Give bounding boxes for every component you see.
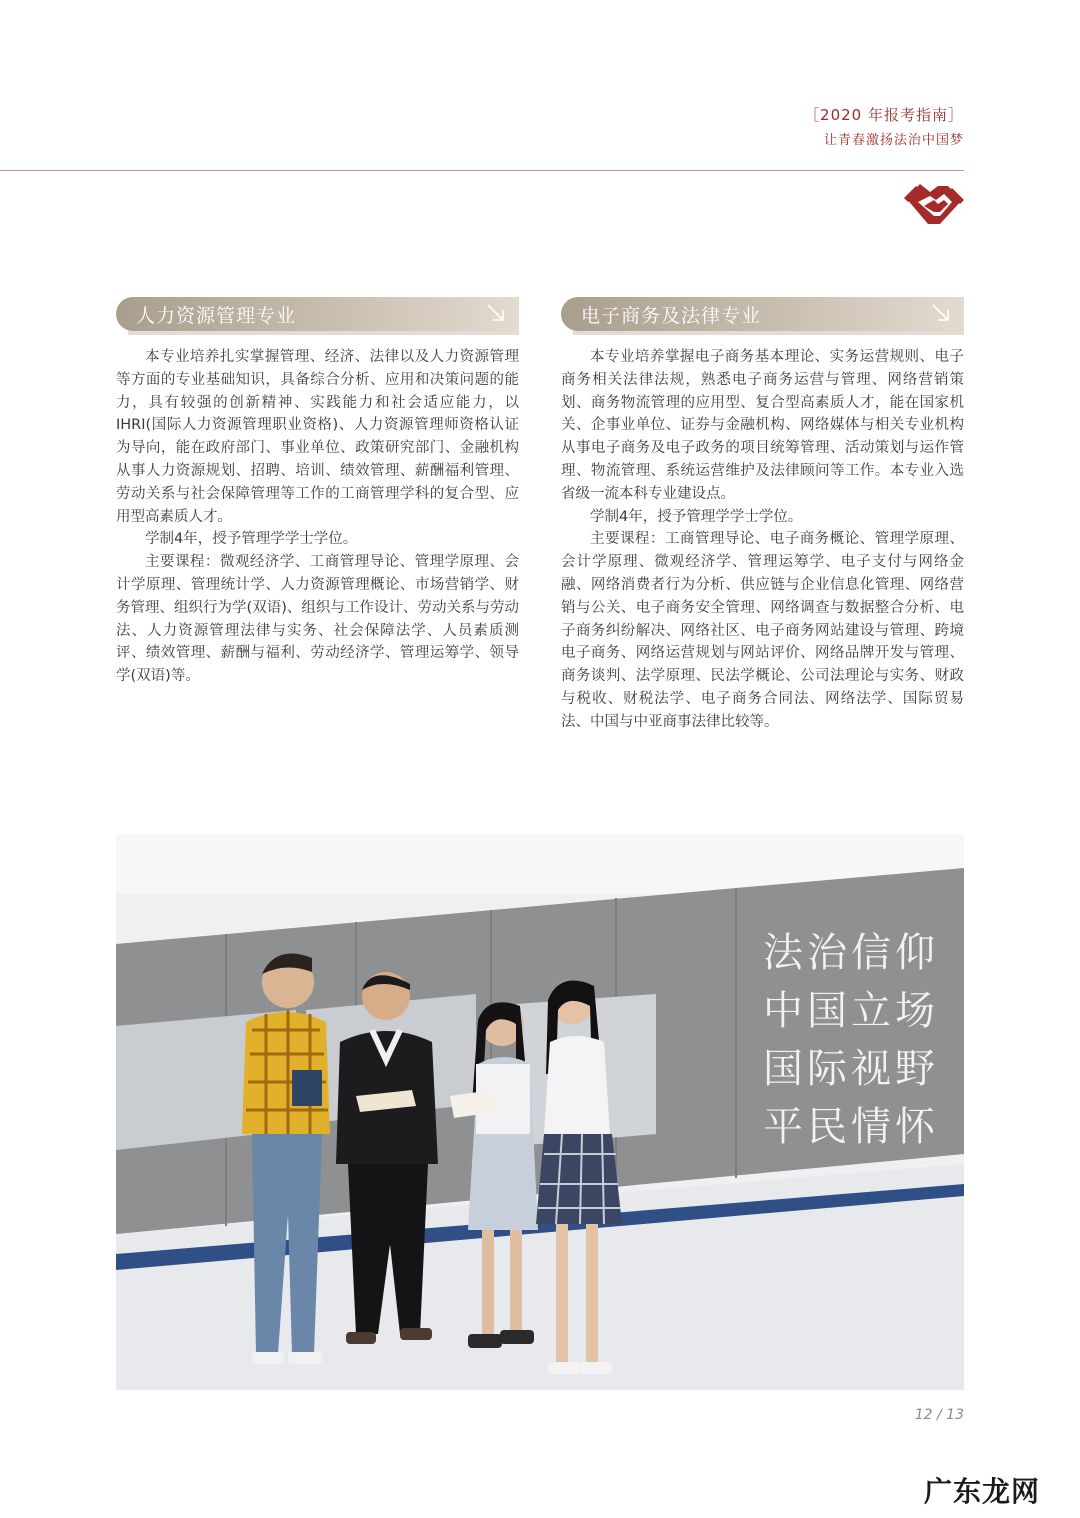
handshake-icon: [904, 178, 964, 230]
paragraph: 学制4年，授予管理学学士学位。: [145, 531, 358, 548]
wall-text: 平民情怀: [763, 1104, 939, 1150]
section-body-ecommerce: [561, 346, 964, 734]
wall-text: 中国立场: [763, 988, 939, 1034]
wall-text: 法治信仰: [763, 930, 939, 976]
guide-slogan: 让青春激扬法治中国梦: [823, 133, 964, 148]
photo-illustration: [116, 834, 964, 1390]
paragraph: 学制4年，授予管理学学士学位。: [590, 508, 803, 525]
paragraph: 主要课程：工商管理导论、电子商务概论、管理学原理、会计学原理、微观经济学、管理运筹学、电子支付与网络金融、网络消费者行为分析、供应链与企业信息化管理、网络营销与公关、电子商务安全管理、网络调查与数据整合分析、电子商务纠纷解决、网络社区、电子商务网站建设与管理、跨境电子商务、网络运营规划与网站评价、网络品牌开发与管理、商务谈判、法学原理、民法学概论、公司法理论与实务、财政与税收、财税法学、电子商务合同法、网络法学、国际贸易法、中国与中亚商事法律比较等。: [561, 531, 964, 730]
paragraph: 主要课程：微观经济学、工商管理导论、管理学原理、会计学原理、管理统计学、人力资源管理概论、市场营销学、财务管理、组织行为学(双语)、组织与工作设计、劳动关系与劳动法、人力资源管理法律与实务、社会保障法学、人员素质测评、绩效管理、薪酬与福利、劳动经济学、管理运筹学、领导学(双语)等。: [116, 554, 519, 685]
wall-text: 国际视野: [763, 1046, 939, 1092]
page-number: 12 / 13: [914, 1407, 964, 1423]
section-title: 电子商务及法律专业: [581, 305, 762, 327]
section-header-hr: [116, 297, 519, 331]
paragraph: 本专业培养掌握电子商务基本理论、实务运营规则、电子商务相关法律法规，熟悉电子商务运营与管理、网络营销策划、商务物流管理的应用型、复合型高素质人才，能在国家机关、企事业单位、证券与金融机构、网络媒体与相关专业机构从事电子商务及电子政务的项目统筹管理、活动策划与运作管理、物流管理、系统运营维护及法律顾问等工作。本专业入选省级一流本科专业建设点。: [561, 349, 964, 502]
students-photo: [116, 834, 964, 1390]
section-header-ecommerce: [561, 297, 964, 331]
guide-title: ［2020 年报考指南］: [804, 106, 964, 124]
paragraph: 本专业培养扎实掌握管理、经济、法律以及人力资源管理等方面的专业基础知识，具备综合分析、应用和决策问题的能力，具有较强的创新精神、实践能力和社会适应能力，以IHRI(国际人力资源管理职业资格)、人力资源管理师资格认证为导向，能在政府部门、事业单位、政策研究部门、金融机构从事人力资源规划、招聘、培训、绩效管理、薪酬福利管理、劳动关系与社会保障管理等工作的工商管理学科的复合型、应用型高素质人才。: [116, 349, 519, 525]
arrow-down-right-icon: [485, 302, 507, 324]
header-divider: [0, 170, 964, 171]
section-title: 人力资源管理专业: [136, 305, 297, 327]
site-watermark: 广东龙网: [923, 1475, 1040, 1508]
arrow-down-right-icon: [930, 302, 952, 324]
section-body-hr: [116, 346, 519, 688]
